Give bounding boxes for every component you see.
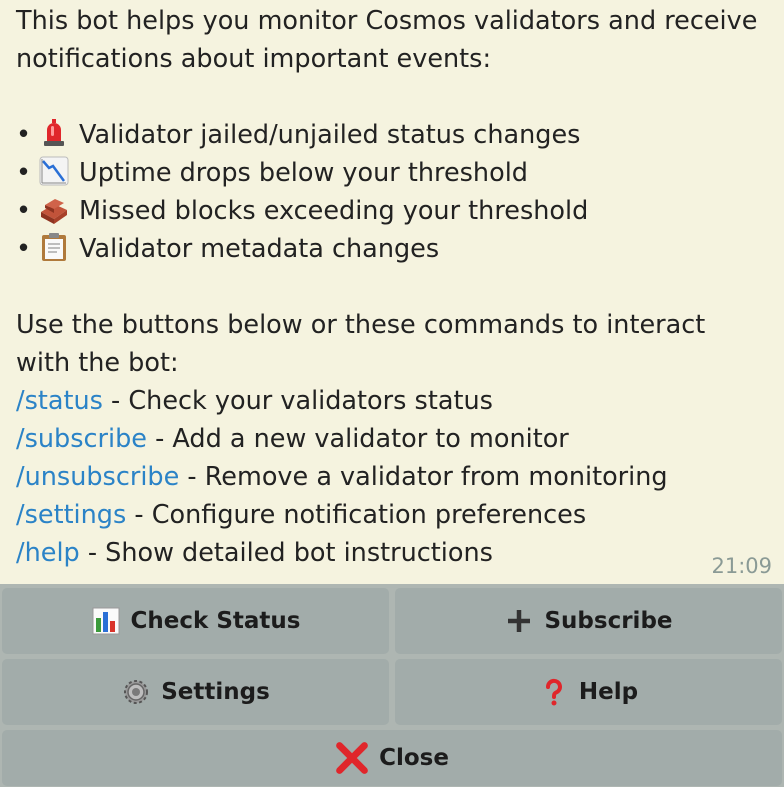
bar-chart-icon <box>91 606 121 636</box>
command-desc: - Check your validators status <box>102 386 493 416</box>
close-label: Close <box>379 745 449 771</box>
command-desc: - Remove a validator from monitoring <box>179 462 668 492</box>
feature-text: Uptime drops below your threshold <box>79 158 528 188</box>
inline-keyboard <box>0 584 784 787</box>
command-link-status[interactable]: /status <box>16 386 103 416</box>
chart-decreasing-icon <box>39 156 69 186</box>
subscribe-label: Subscribe <box>544 608 673 634</box>
command-desc: - Add a new validator to monitor <box>146 424 569 454</box>
usage-line-1: Use the buttons below or these commands to interact <box>16 310 706 340</box>
command-link-subscribe[interactable]: /subscribe <box>16 424 147 454</box>
gear-icon <box>121 677 151 707</box>
feature-text: Missed blocks exceeding your threshold <box>79 196 589 226</box>
usage-line-2: with the bot: <box>16 348 179 378</box>
feature-item <box>16 230 768 268</box>
feature-item <box>16 192 768 230</box>
command-line <box>16 382 768 420</box>
check-status-button[interactable] <box>2 588 389 654</box>
question-mark-icon <box>539 677 569 707</box>
message-timestamp: 21:09 <box>711 554 772 578</box>
feature-item <box>16 154 768 192</box>
settings-button[interactable] <box>2 659 389 725</box>
close-button[interactable] <box>2 730 782 786</box>
bullet: • <box>16 196 32 226</box>
bullet: • <box>16 120 32 150</box>
check-status-label: Check Status <box>130 608 301 634</box>
subscribe-button[interactable] <box>395 588 782 654</box>
command-link-unsubscribe[interactable]: /unsubscribe <box>16 462 180 492</box>
command-line <box>16 420 768 458</box>
command-desc: - Configure notification preferences <box>126 500 587 530</box>
command-line <box>16 534 768 572</box>
command-desc: - Show detailed bot instructions <box>79 538 493 568</box>
rotating-light-icon <box>39 118 69 148</box>
feature-item <box>16 116 768 154</box>
bullet: • <box>16 158 32 188</box>
cross-mark-icon <box>335 741 369 775</box>
intro-line-2: notifications about important events: <box>16 44 492 74</box>
command-link-help[interactable]: /help <box>16 538 80 568</box>
plus-icon <box>504 606 534 636</box>
help-label: Help <box>578 679 639 705</box>
intro-line-1: This bot helps you monitor Cosmos validators and receive <box>16 6 758 36</box>
command-link-settings[interactable]: /settings <box>16 500 127 530</box>
help-button[interactable] <box>395 659 782 725</box>
bricks-icon <box>39 194 69 224</box>
feature-text: Validator metadata changes <box>79 234 440 264</box>
feature-text: Validator jailed/unjailed status changes <box>79 120 581 150</box>
settings-label: Settings <box>161 679 270 705</box>
command-line <box>16 496 768 534</box>
bullet: • <box>16 234 32 264</box>
clipboard-icon <box>39 232 69 262</box>
command-line <box>16 458 768 496</box>
